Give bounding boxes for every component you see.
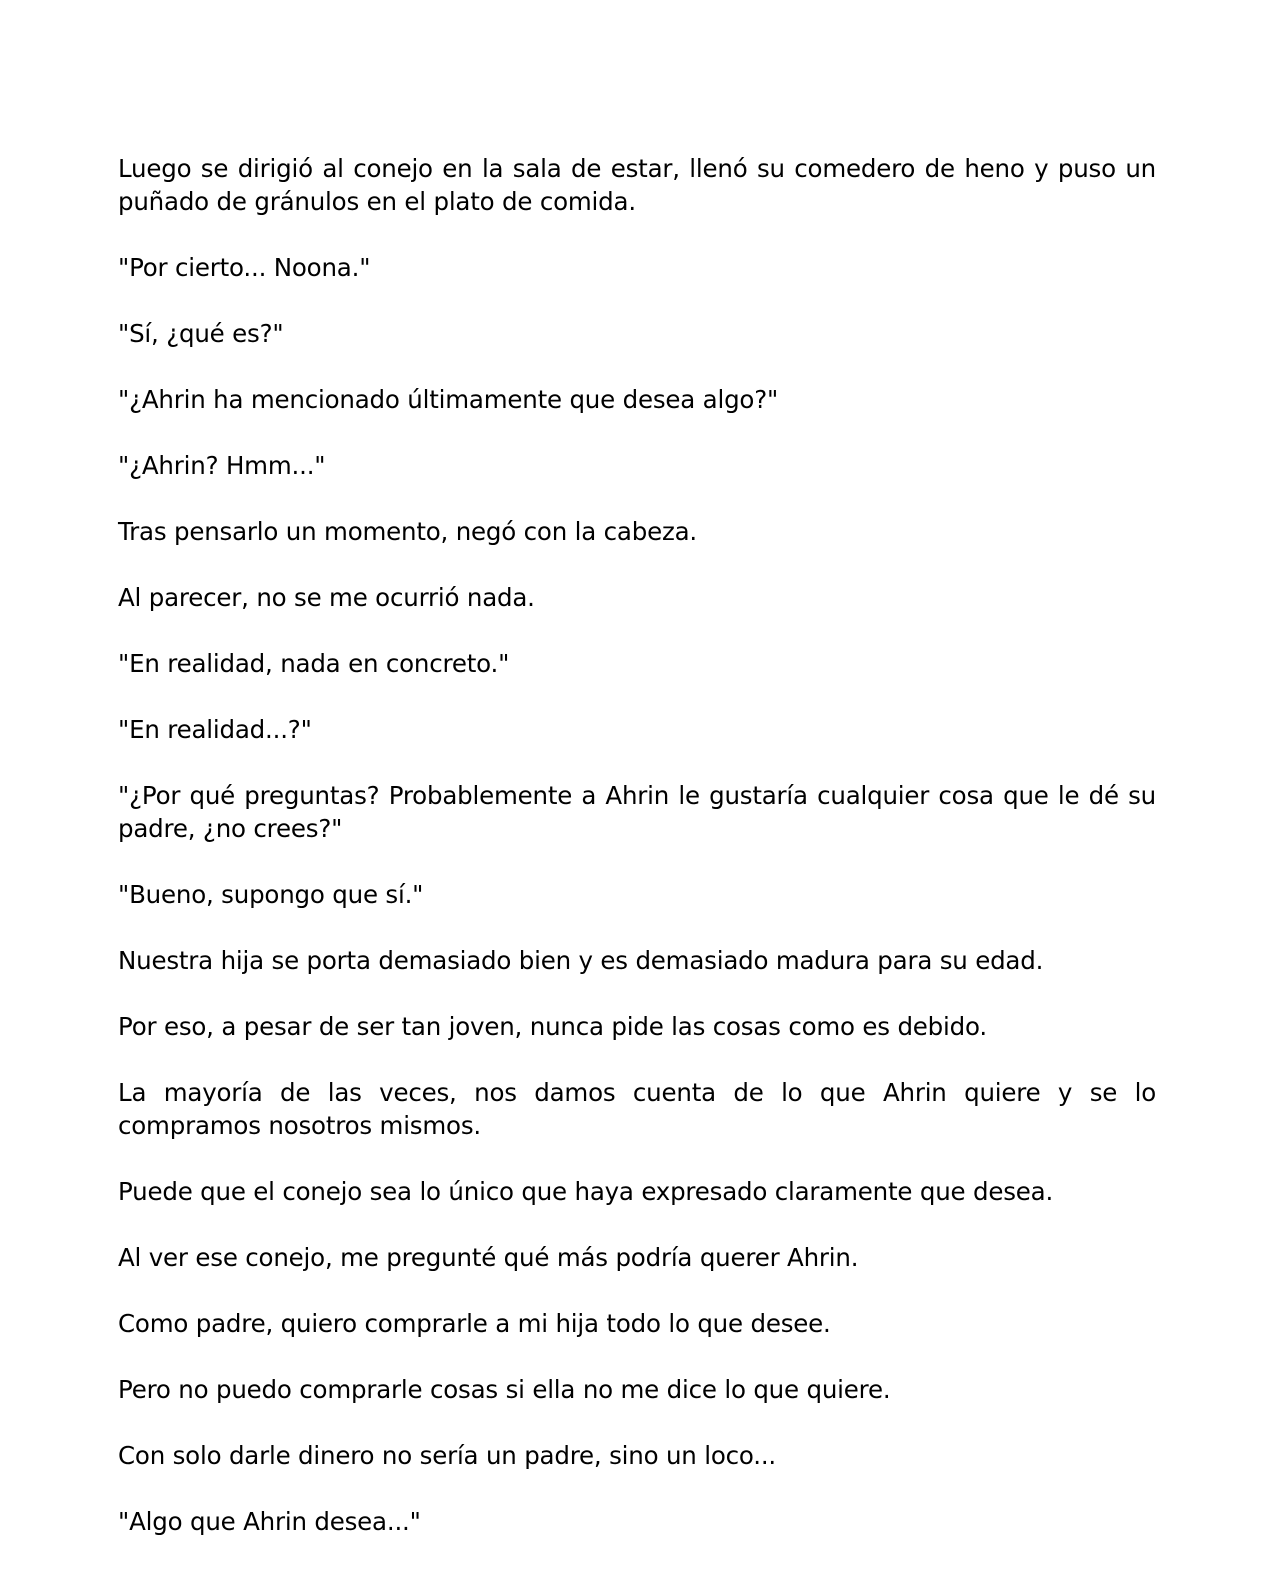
paragraph: Como padre, quiero comprarle a mi hija todo lo que desee. bbox=[118, 1309, 831, 1338]
paragraph: Al ver ese conejo, me pregunté qué más podría querer Ahrin. bbox=[118, 1243, 859, 1272]
paragraph: "Algo que Ahrin desea..." bbox=[118, 1507, 421, 1536]
document-body bbox=[118, 152, 1156, 1571]
paragraph: Con solo darle dinero no sería un padre, sino un loco... bbox=[118, 1441, 777, 1470]
paragraph: "¿Ahrin? Hmm..." bbox=[118, 451, 326, 480]
paragraph: Tras pensarlo un momento, negó con la cabeza. bbox=[118, 517, 698, 546]
paragraph: Nuestra hija se porta demasiado bien y es demasiado madura para su edad. bbox=[118, 946, 1044, 975]
paragraph: "Sí, ¿qué es?" bbox=[118, 319, 284, 348]
paragraph: Luego se dirigió al conejo en la sala de estar, llenó su comedero de heno y puso un puñado de gránulos en el plato de comida. bbox=[118, 154, 1156, 216]
paragraph: "¿Ahrin ha mencionado últimamente que desea algo?" bbox=[118, 385, 779, 414]
paragraph: "En realidad, nada en concreto." bbox=[118, 649, 510, 678]
paragraph: "En realidad...?" bbox=[118, 715, 312, 744]
paragraph: Puede que el conejo sea lo único que haya expresado claramente que desea. bbox=[118, 1177, 1054, 1206]
paragraph: "Por cierto... Noona." bbox=[118, 253, 371, 282]
paragraph: "¿Por qué preguntas? Probablemente a Ahrin le gustaría cualquier cosa que le dé su padre, ¿no crees?" bbox=[118, 781, 1156, 843]
paragraph: Pero no puedo comprarle cosas si ella no me dice lo que quiere. bbox=[118, 1375, 891, 1404]
paragraph: La mayoría de las veces, nos damos cuenta de lo que Ahrin quiere y se lo compramos nosotros mismos. bbox=[118, 1078, 1156, 1140]
paragraph: Por eso, a pesar de ser tan joven, nunca pide las cosas como es debido. bbox=[118, 1012, 987, 1041]
paragraph: "Bueno, supongo que sí." bbox=[118, 880, 424, 909]
paragraph: Al parecer, no se me ocurrió nada. bbox=[118, 583, 535, 612]
